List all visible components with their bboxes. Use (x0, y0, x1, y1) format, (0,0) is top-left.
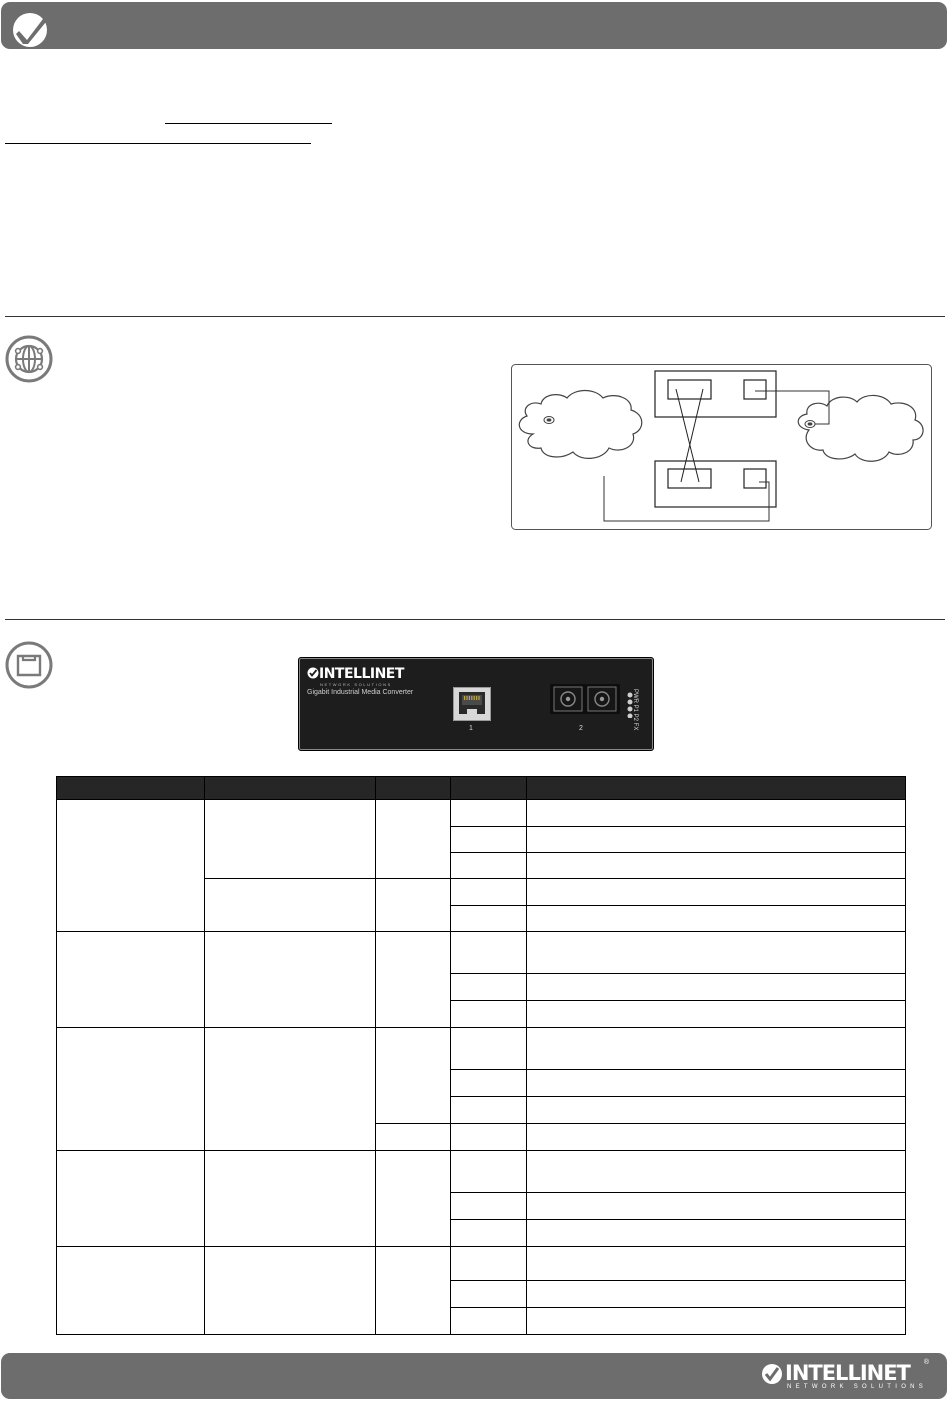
table-cell (527, 1151, 906, 1193)
rj45-port-icon (5, 641, 53, 689)
table-cell (451, 1001, 527, 1028)
header-bar (1, 2, 947, 49)
table-header-cell (57, 777, 205, 800)
table-cell (451, 1247, 527, 1281)
rj45-port (453, 687, 491, 721)
table-row (57, 932, 906, 974)
table-cell (527, 1097, 906, 1124)
globe-icon (5, 335, 53, 383)
table-header-cell (451, 777, 527, 800)
table-row (57, 1151, 906, 1193)
link-underline (165, 123, 332, 124)
table-cell (451, 800, 527, 827)
led-status-table (56, 776, 905, 1335)
link-underline (5, 143, 311, 144)
table-cell (376, 800, 451, 879)
table-cell (376, 1028, 451, 1124)
table-cell (376, 1151, 451, 1247)
device-tagline: NETWORK SOLUTIONS (320, 682, 392, 687)
table-cell (205, 800, 376, 879)
table-cell (376, 1124, 451, 1151)
table-row (57, 1247, 906, 1281)
table-cell (527, 1001, 906, 1028)
table-cell (527, 879, 906, 906)
footer-bar (1, 1353, 947, 1399)
section-divider (5, 316, 945, 317)
registered-mark: ® (923, 1359, 929, 1366)
table-cell (527, 1220, 906, 1247)
table-header-cell (205, 777, 376, 800)
table-cell (527, 1281, 906, 1308)
led-labels: PWR P1 P2 FX (632, 689, 638, 731)
table-cell (376, 1247, 451, 1335)
table-cell (57, 932, 205, 1028)
check-icon (10, 11, 56, 49)
table-header-cell (376, 777, 451, 800)
port-2-label: 2 (579, 725, 583, 732)
table-cell (527, 1247, 906, 1281)
table-cell (205, 1028, 376, 1151)
table-cell (57, 800, 205, 932)
table-cell (527, 827, 906, 853)
table-cell (205, 879, 376, 932)
table-cell (451, 1308, 527, 1335)
table-cell (451, 879, 527, 906)
table-cell (451, 853, 527, 879)
table-row (57, 1028, 906, 1070)
table-cell (527, 1308, 906, 1335)
table-cell (451, 974, 527, 1001)
table-cell (527, 974, 906, 1001)
table-cell (451, 1220, 527, 1247)
table-cell (205, 1247, 376, 1335)
table-cell (451, 1193, 527, 1220)
table-cell (451, 1028, 527, 1070)
port-1-label: 1 (469, 725, 473, 732)
brand-logo (759, 1359, 929, 1395)
table-cell (451, 1070, 527, 1097)
brand-tagline: NETWORK SOLUTIONS (787, 1384, 928, 1390)
table-cell (451, 1124, 527, 1151)
application-diagram (511, 364, 932, 530)
table-cell (451, 1281, 527, 1308)
table-cell (527, 932, 906, 974)
table-cell (451, 1097, 527, 1124)
table-cell (376, 879, 451, 932)
sc-fiber-port (550, 684, 620, 714)
table-header-row (57, 777, 906, 800)
table-cell (205, 1151, 376, 1247)
table-cell (57, 1151, 205, 1247)
section-divider (5, 619, 945, 620)
table-cell (527, 906, 906, 932)
table-cell (57, 1028, 205, 1151)
table-cell (451, 932, 527, 974)
table-cell (376, 932, 451, 1028)
table-cell (527, 853, 906, 879)
table-row (57, 800, 906, 827)
table-cell (57, 1247, 205, 1335)
table-cell (205, 932, 376, 1028)
table-cell (527, 1070, 906, 1097)
media-converter-photo (298, 657, 654, 751)
table-cell (527, 1028, 906, 1070)
table-cell (451, 1151, 527, 1193)
table-header-cell (527, 777, 906, 800)
table-cell (527, 1124, 906, 1151)
device-logo: INTELLINET (307, 666, 404, 682)
table-cell (451, 906, 527, 932)
brand-logo-icon (307, 667, 319, 679)
brand-check-icon (761, 1363, 783, 1385)
brand-name: INTELLINET (785, 1361, 910, 1385)
table-cell (451, 827, 527, 853)
table-cell (527, 1193, 906, 1220)
device-model-label: Gigabit Industrial Media Converter (307, 689, 414, 696)
table-cell (527, 800, 906, 827)
